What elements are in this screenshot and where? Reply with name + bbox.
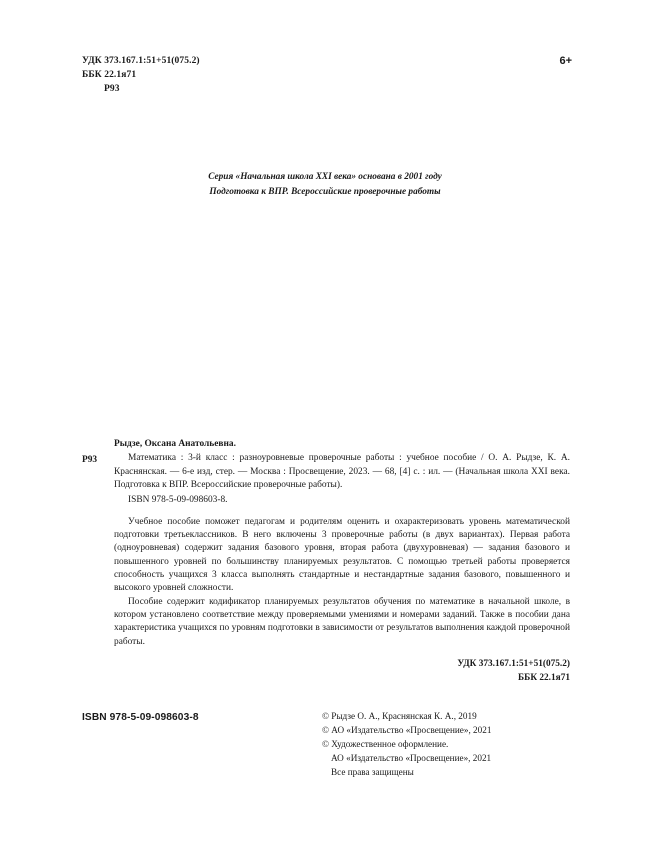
annotation-paragraph-1: Учебное пособие поможет педагогам и родителям оценить и охарактеризовать уровень математической подготовки третьеклассников. В него включены 3 проверочные работы (в двух вариантах). Первая работа (одноуровневая) содержит задания базового уровня, вторая работа (двухуровневая) — задания базового и повышенного уровней по большинству планируемых результатов. С помощью третьей работы проверяется способность учащихся 3 класса выполнять стандартные и нестандартные задания базового, повышенного и высокого уровней сложности. — [114, 516, 570, 594]
bibliographic-body — [114, 438, 570, 685]
copyright-line: АО «Издательство «Просвещение», 2021 — [331, 752, 492, 763]
author-name: Рыдзе, Оксана Анатольевна. — [114, 439, 236, 449]
marginal-author-sign: Р93 — [82, 455, 98, 465]
annotation — [114, 516, 570, 649]
isbn-inline: ISBN 978-5-09-098603-8. — [128, 495, 228, 506]
bbk-code: ББК 22.1я71 — [82, 69, 137, 80]
annotation-paragraph-2: Пособие содержит кодификатор планируемых результатов обучения по математике в начальной школе, в котором установлено соответствие между проверяемыми умениями и номерами заданий. Также в пособии дана характеристика учащихся по уровням подготовки в зависимости от результатов выполнения каждой проверочной работы. — [114, 596, 570, 647]
copyright-block — [322, 710, 572, 780]
author-sign-code: Р93 — [104, 83, 120, 94]
bibliographic-record — [82, 438, 570, 685]
age-rating-mark: 6+ — [559, 55, 572, 67]
copyright-line: © Художественное оформление. — [322, 738, 449, 749]
series-note-line-1: Серия «Начальная школа XXI века» основана в 2001 году — [208, 172, 442, 182]
udk-code: УДК 373.167.1:51+51(075.2) — [82, 56, 200, 66]
classification-codes-repeat — [114, 658, 570, 685]
classification-codes — [82, 55, 200, 96]
publication-description: Математика : 3-й класс : разноуровневые проверочные работы : учебное пособие / О. А. Рыдзе, К. А. Краснянская. — 6-е изд, стер. — Москва : Просвещение, 2023. — 68, [4] с. : ил. — (Начальная школа XXI века. Подготовка к ВПР. Всероссийские проверочные работы). — [114, 453, 570, 491]
copyright-line: Все права защищены — [331, 766, 414, 777]
udk-code-repeat: УДК 373.167.1:51+51(075.2) — [457, 659, 570, 670]
series-note-line-2: Подготовка к ВПР. Всероссийские проверочные работы — [209, 186, 441, 197]
isbn-footer: ISBN 978-5-09-098603-8 — [82, 712, 199, 723]
bbk-code-repeat: ББК 22.1я71 — [518, 672, 570, 683]
copyright-line: © АО «Издательство «Просвещение», 2021 — [322, 724, 492, 735]
series-note — [0, 170, 650, 200]
copyright-line: © Рыдзе О. А., Краснянская К. А., 2019 — [322, 711, 477, 721]
